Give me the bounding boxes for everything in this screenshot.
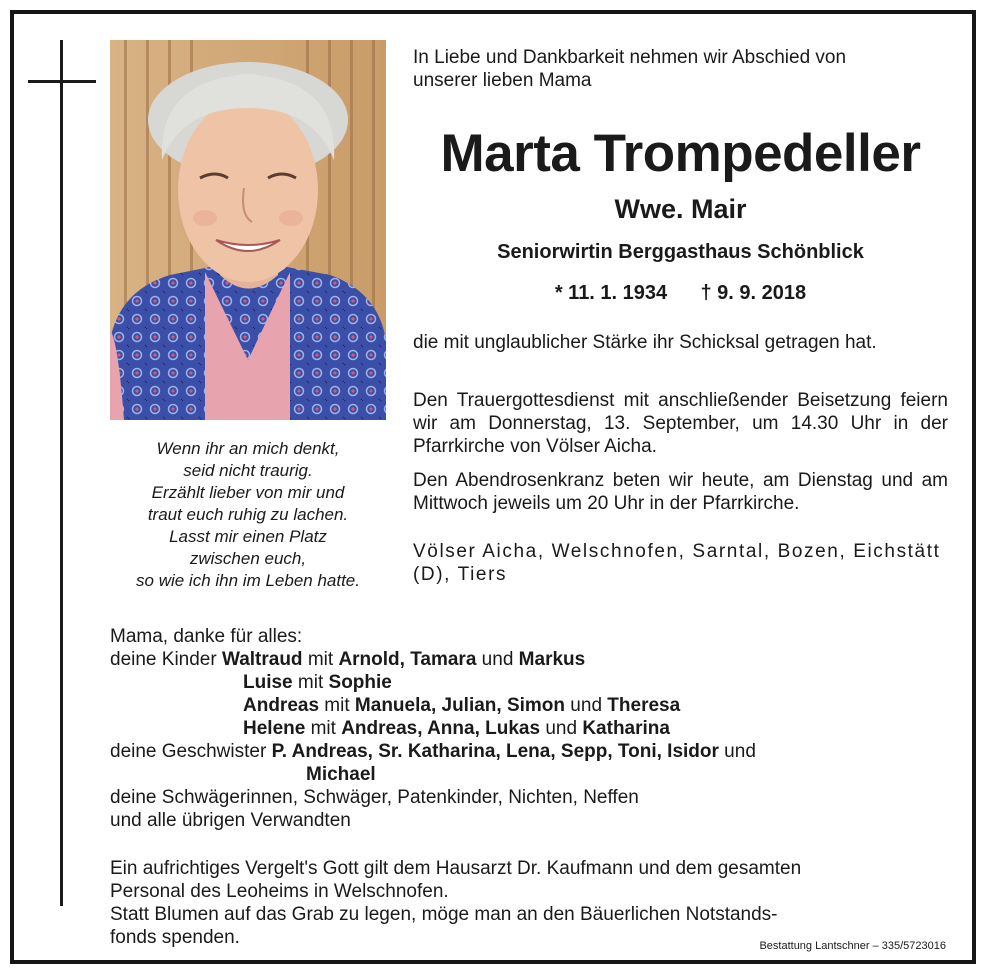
siblings-line — [110, 763, 950, 786]
intro-text — [413, 46, 846, 92]
life-dates — [408, 281, 953, 305]
occupation: Seniorwirtin Berggasthaus Schönblick — [497, 241, 864, 263]
closing-line: Ein aufrichtiges Vergelt's Gott gilt dem Hausarzt Dr. Kaufmann und dem gesamten — [110, 858, 802, 879]
funeral-home-credit: Bestattung Lantschner – 335/5723016 — [759, 940, 946, 952]
child-family: Andreas, Anna, Lukas — [341, 718, 541, 739]
child-name: Helene — [243, 718, 306, 739]
cross-icon-horizontal — [28, 80, 96, 83]
child-family: Arnold, Tamara — [338, 649, 477, 670]
child-family: Theresa — [607, 695, 681, 716]
connector-text: und — [718, 741, 756, 762]
siblings-names: P. Andreas, Sr. Katharina, Lena, Sepp, Toni, Isidor — [271, 741, 719, 762]
intro-line: In Liebe und Dankbarkeit nehmen wir Abschied von — [413, 47, 847, 68]
child-family: Manuela, Julian, Simon — [354, 695, 566, 716]
thanks-line: Mama, danke für alles: — [110, 626, 303, 647]
poem-line: Erzählt lieber von mir und — [151, 483, 345, 502]
paragraph-fate: die mit unglaublicher Stärke ihr Schicksal getragen hat. — [413, 332, 877, 353]
relatives-line: und alle übrigen Verwandten — [110, 810, 351, 831]
birth-date: * 11. 1. 1934 — [554, 282, 668, 304]
poem-line: Wenn ihr an mich denkt, — [156, 439, 340, 458]
siblings-label: deine Geschwister — [110, 741, 272, 762]
paragraph-rosary: Den Abendrosenkranz beten wir heute, am Dienstag und am Mittwoch jeweils um 20 Uhr in der Pfarrkirche. — [413, 470, 948, 514]
connector-text: mit — [292, 672, 329, 693]
siblings-names: Michael — [306, 764, 376, 785]
poem-line: Lasst mir einen Platz — [169, 527, 327, 546]
widow-name: Wwe. Mair — [614, 194, 747, 224]
child-family: Markus — [518, 649, 586, 670]
children-label: deine Kinder — [110, 649, 222, 670]
deceased-name: Marta Trompedeller — [440, 124, 921, 183]
children-line — [110, 717, 950, 740]
connector-text: mit — [302, 649, 339, 670]
closing-line: Statt Blumen auf das Grab zu legen, möge man an den Bäuerlichen Notstands- — [110, 904, 778, 925]
connector-text: und — [565, 695, 608, 716]
connector-text: mit — [305, 718, 342, 739]
intro-line: unserer lieben Mama — [413, 70, 592, 91]
portrait-photo — [110, 40, 386, 420]
poem-line: so wie ich ihn im Leben hatte. — [136, 571, 360, 590]
connector-text: und — [476, 649, 519, 670]
closing-line: Personal des Leoheims in Welschnofen. — [110, 881, 449, 902]
death-date: † 9. 9. 2018 — [700, 282, 807, 304]
children-line — [110, 671, 950, 694]
connector-text: und — [540, 718, 583, 739]
family-list — [110, 625, 950, 832]
child-name: Waltraud — [221, 649, 303, 670]
child-family: Sophie — [328, 672, 392, 693]
paragraph-funeral: Den Trauergottesdienst mit anschließender Beisetzung feiern wir am Donnerstag, 13. September, um 14.30 Uhr in der Pfarrkirche von Völser Aicha. — [413, 390, 948, 457]
closing-line: fonds spenden. — [110, 927, 240, 948]
children-line — [110, 648, 950, 671]
places-list: Völser Aicha, Welschnofen, Sarntal, Bozen, Eichstätt (D), Tiers — [413, 541, 941, 585]
poem-line: zwischen euch, — [189, 549, 307, 568]
child-family: Katharina — [582, 718, 670, 739]
closing-text — [110, 857, 948, 949]
child-name: Andreas — [243, 695, 320, 716]
connector-text: mit — [319, 695, 355, 716]
poem-line: seid nicht traurig. — [183, 461, 313, 480]
memorial-poem — [110, 438, 386, 592]
children-line — [110, 694, 950, 717]
siblings-line — [110, 740, 950, 763]
cross-icon-vertical — [60, 40, 63, 906]
inlaws-line: deine Schwägerinnen, Schwäger, Patenkinder, Nichten, Neffen — [110, 787, 639, 808]
poem-line: traut euch ruhig zu lachen. — [147, 505, 349, 524]
child-name: Luise — [243, 672, 293, 693]
